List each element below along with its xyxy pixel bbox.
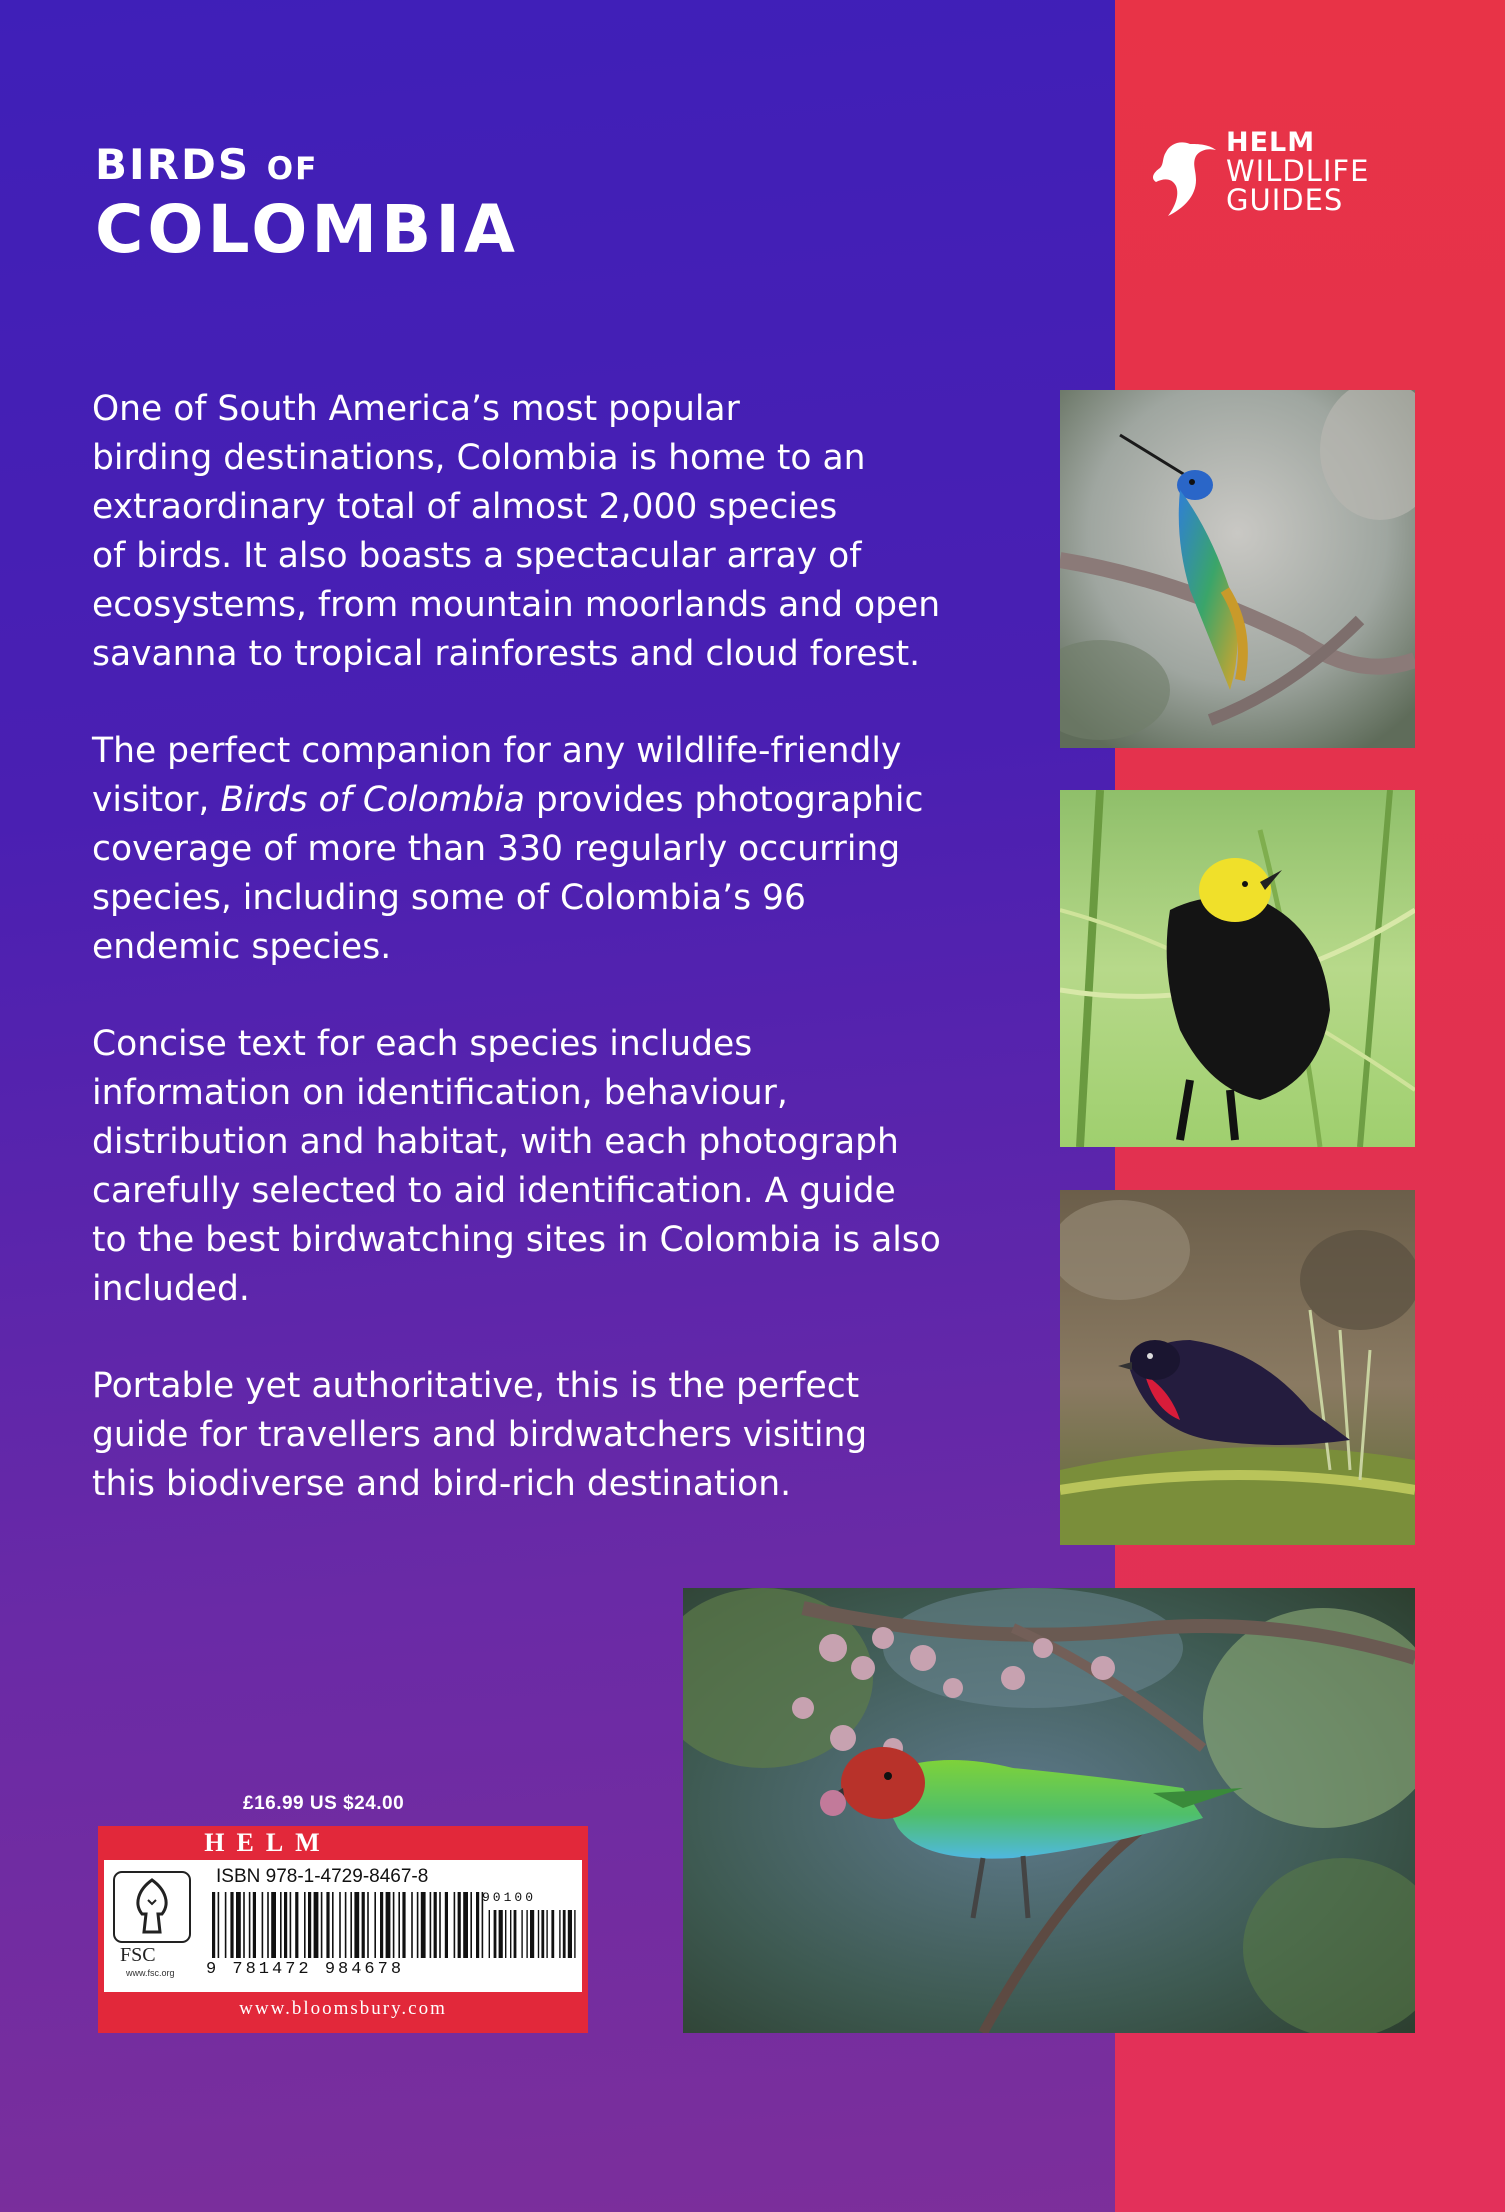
barcode-bar bbox=[236, 1892, 241, 1958]
barcode-bar bbox=[267, 1892, 269, 1958]
barcode-bar bbox=[417, 1892, 419, 1958]
barcode-addon-bar bbox=[510, 1910, 511, 1958]
barcode-bar bbox=[332, 1892, 334, 1958]
barcode-addon-bar bbox=[551, 1910, 554, 1958]
blackbird-photo bbox=[1060, 790, 1415, 1147]
barcode-bar bbox=[367, 1892, 369, 1958]
barcode-bar bbox=[280, 1892, 282, 1958]
barcode-addon-bar bbox=[538, 1910, 539, 1958]
barcode-digits: 9 781472 984678 bbox=[206, 1960, 405, 1979]
barcode-bar bbox=[470, 1892, 472, 1958]
barcode-bar bbox=[304, 1892, 306, 1958]
fsc-tree-icon bbox=[112, 1870, 192, 1944]
logo-helm: HELM bbox=[1226, 127, 1316, 158]
logo-guides: GUIDES bbox=[1226, 183, 1344, 217]
blurb-line: Concise text for each species includes bbox=[92, 1024, 753, 1064]
barcode-bar bbox=[430, 1892, 432, 1958]
barcode-bar bbox=[421, 1892, 426, 1958]
blurb-line: Portable yet authoritative, this is the perfect bbox=[92, 1366, 860, 1406]
barcode-bar bbox=[290, 1892, 292, 1958]
barcode-bar bbox=[295, 1892, 298, 1958]
barcode-addon-bar bbox=[505, 1910, 506, 1958]
blurb-paragraph-1 bbox=[92, 385, 1092, 679]
barcode-bar bbox=[439, 1892, 441, 1958]
fsc-website: www.fsc.org bbox=[126, 1968, 175, 1978]
fsc-label: FSC bbox=[120, 1944, 156, 1966]
barcode-addon-bar bbox=[559, 1910, 560, 1958]
barcode-bar bbox=[393, 1892, 395, 1958]
blurb-line: birding destinations, Colombia is home to an bbox=[92, 438, 866, 478]
barcode-bar bbox=[284, 1892, 287, 1958]
blurb-paragraph-4 bbox=[92, 1362, 1092, 1509]
barcode-bar bbox=[253, 1892, 256, 1958]
barcode-bar bbox=[243, 1892, 245, 1958]
blurb-text: provides photographic bbox=[524, 780, 924, 820]
logo-wildlife: WILDLIFE bbox=[1226, 154, 1370, 188]
hummingbird-photo bbox=[1060, 390, 1415, 748]
fsc-logo bbox=[112, 1870, 192, 1982]
barcode-bar bbox=[445, 1892, 448, 1958]
price-label: £16.99 US $24.00 bbox=[243, 1793, 405, 1814]
bay-headed-tanager-photo bbox=[683, 1588, 1415, 2033]
blurb-line: to the best birdwatching sites in Colombia is also bbox=[92, 1220, 941, 1260]
barcode-bar bbox=[458, 1892, 461, 1958]
barcode-addon-bar bbox=[541, 1910, 544, 1958]
blurb-line: distribution and habitat, with each photograph bbox=[92, 1122, 899, 1162]
blurb-line: savanna to tropical rainforests and cloud forest. bbox=[92, 634, 921, 674]
blurb-paragraph-3 bbox=[92, 1020, 1092, 1314]
barcode-addon-bar bbox=[530, 1910, 534, 1958]
barcode-addon-bar bbox=[526, 1910, 527, 1958]
barcode-bar bbox=[271, 1892, 276, 1958]
barcode-addon-bar bbox=[514, 1910, 517, 1958]
barcode-addon-bar bbox=[494, 1910, 497, 1958]
blurb-line: species, including some of Colombia’s 96 bbox=[92, 878, 806, 918]
isbn-number: ISBN 978-1-4729-8467-8 bbox=[216, 1866, 429, 1887]
blurb-line: information on identification, behaviour, bbox=[92, 1073, 788, 1113]
barcode-bar bbox=[345, 1892, 347, 1958]
title-of: OF bbox=[266, 151, 319, 187]
tanager-photo bbox=[1060, 1190, 1415, 1545]
barcode-bar bbox=[230, 1892, 233, 1958]
barcode-bar bbox=[411, 1892, 413, 1958]
title-birds: BIRDS bbox=[95, 140, 251, 189]
blurb-line: of birds. It also boasts a spectacular array of bbox=[92, 536, 862, 576]
barcode-addon-bar bbox=[499, 1910, 503, 1958]
barcode-bar bbox=[354, 1892, 359, 1958]
barcode-panel bbox=[104, 1860, 582, 1992]
barcode-bar bbox=[434, 1892, 437, 1958]
blurb-paragraph-2 bbox=[92, 727, 1092, 972]
barcode-bar bbox=[218, 1892, 220, 1958]
barcode-bar bbox=[398, 1892, 400, 1958]
publisher-website: www.bloomsbury.com bbox=[239, 1998, 447, 2019]
blurb-line: One of South America’s most popular bbox=[92, 389, 740, 429]
blurb-line: this biodiverse and bird-rich destination. bbox=[92, 1464, 792, 1504]
barcode-bar bbox=[249, 1892, 251, 1958]
blurb-line: carefully selected to aid identification. A guide bbox=[92, 1171, 896, 1211]
blurb-text: visitor, bbox=[92, 780, 221, 820]
barcode-addon-bar bbox=[546, 1910, 547, 1958]
barcode-bar bbox=[454, 1892, 456, 1958]
barcode-bar bbox=[380, 1892, 383, 1958]
blurb-line: included. bbox=[92, 1269, 250, 1309]
title-colombia: COLOMBIA bbox=[95, 191, 519, 268]
barcode-bar bbox=[314, 1892, 319, 1958]
barcode-bar bbox=[476, 1892, 479, 1958]
barcode-addon-bar bbox=[489, 1910, 490, 1958]
barcode-addon-bar bbox=[574, 1910, 575, 1958]
barcode-bar bbox=[339, 1892, 341, 1958]
book-title-italic: Birds of Colombia bbox=[220, 780, 525, 820]
barcode-addon-bar bbox=[568, 1910, 572, 1958]
barcode-bar bbox=[463, 1892, 468, 1958]
title-line-1 bbox=[95, 140, 519, 194]
barcode-bar bbox=[374, 1892, 376, 1958]
barcode-bar bbox=[402, 1892, 405, 1958]
blurb-line: coverage of more than 330 regularly occurring bbox=[92, 829, 901, 869]
book-title bbox=[95, 140, 519, 266]
barcode-bar bbox=[386, 1892, 391, 1958]
barcode-bar bbox=[262, 1892, 264, 1958]
barcode-bar bbox=[362, 1892, 365, 1958]
blurb-line: The perfect companion for any wildlife-friendly bbox=[92, 731, 902, 771]
barcode-bar bbox=[212, 1892, 215, 1958]
blurb-line: endemic species. bbox=[92, 927, 392, 967]
bird-silhouette-icon bbox=[1150, 138, 1218, 218]
barcode-addon-digits: 90100 bbox=[482, 1890, 537, 1905]
barcode-addon-bar bbox=[521, 1910, 522, 1958]
barcode-sticker bbox=[98, 1826, 588, 2033]
barcode-addon-bar bbox=[563, 1910, 566, 1958]
barcode-bar bbox=[326, 1892, 329, 1958]
barcode-bar bbox=[308, 1892, 311, 1958]
sticker-brand: HELM bbox=[204, 1828, 332, 1857]
barcode-bar bbox=[321, 1892, 323, 1958]
blurb bbox=[92, 385, 1092, 1557]
blurb-line: guide for travellers and birdwatchers visiting bbox=[92, 1415, 868, 1455]
barcode-bar bbox=[225, 1892, 227, 1958]
barcode-bar bbox=[350, 1892, 352, 1958]
blurb-line: ecosystems, from mountain moorlands and open bbox=[92, 585, 941, 625]
blurb-line: extraordinary total of almost 2,000 species bbox=[92, 487, 838, 527]
blurb-line bbox=[92, 776, 1092, 825]
